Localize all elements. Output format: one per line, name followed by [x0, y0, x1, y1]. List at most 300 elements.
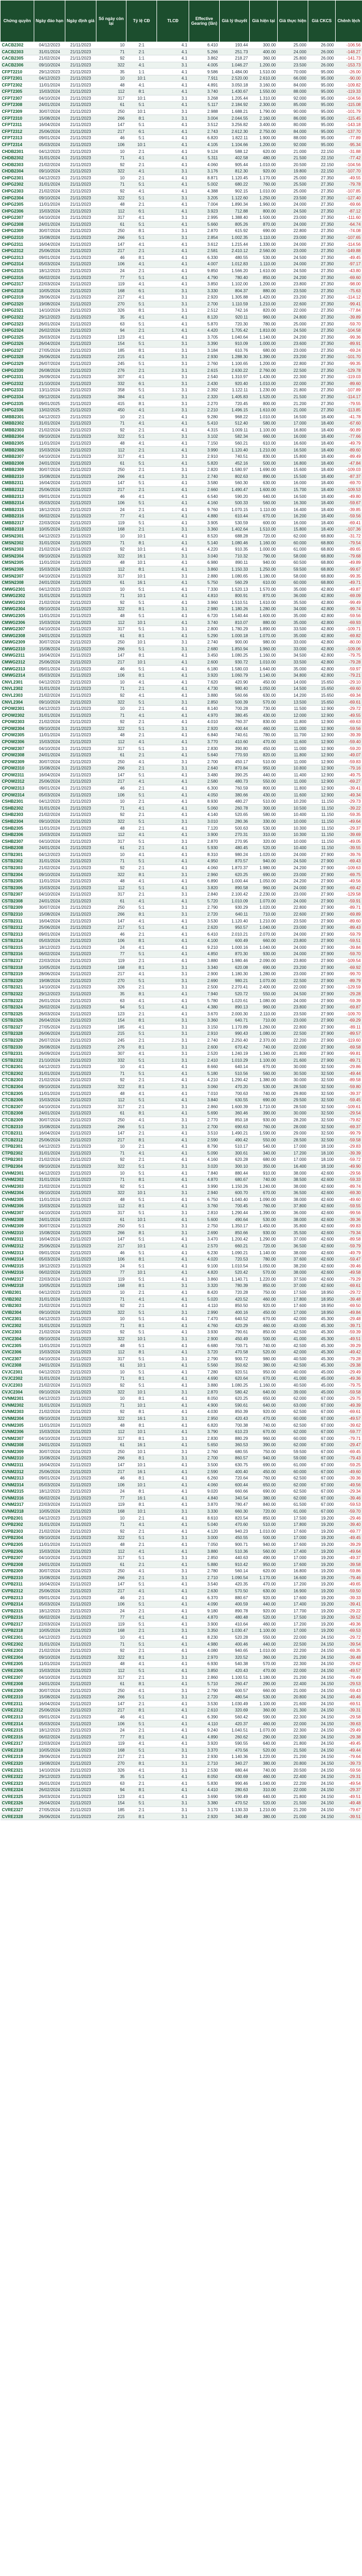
warrant-code-cell[interactable]: CSTB2314: [1, 938, 34, 945]
table-row[interactable]: [1, 1741, 362, 1747]
table-row[interactable]: [1, 1780, 362, 1787]
table-row[interactable]: [1, 400, 362, 407]
table-row[interactable]: [1, 1594, 362, 1601]
table-row[interactable]: [1, 1110, 362, 1117]
warrant-code-cell[interactable]: CSTB2301: [1, 851, 34, 858]
table-row[interactable]: [1, 42, 362, 49]
warrant-code-cell[interactable]: CVRE2312: [1, 1707, 34, 1714]
table-row[interactable]: [1, 1634, 362, 1641]
table-row[interactable]: [1, 215, 362, 222]
warrant-code-cell[interactable]: CSTB2310: [1, 911, 34, 918]
warrant-code-cell[interactable]: CVNM2317: [1, 1502, 34, 1508]
warrant-code-cell[interactable]: CSTB2329: [1, 1037, 34, 1044]
warrant-code-cell[interactable]: CFPT2311: [1, 121, 34, 128]
col-header-maturity[interactable]: Ngày đáo hạn: [34, 1, 65, 42]
table-row[interactable]: [1, 1441, 362, 1448]
warrant-code-cell[interactable]: CVIC2302: [1, 1322, 34, 1329]
table-row[interactable]: [1, 606, 362, 613]
warrant-code-cell[interactable]: CVRE2306: [1, 1667, 34, 1674]
warrant-code-cell[interactable]: CHPG2320: [1, 301, 34, 307]
warrant-code-cell[interactable]: CVPB2310: [1, 1574, 34, 1581]
table-row[interactable]: [1, 1004, 362, 1011]
table-row[interactable]: [1, 1322, 362, 1329]
warrant-code-cell[interactable]: CVPB2318: [1, 1628, 34, 1635]
table-row[interactable]: [1, 851, 362, 858]
warrant-code-cell[interactable]: CVHM2318: [1, 1283, 34, 1290]
table-row[interactable]: [1, 891, 362, 898]
warrant-code-cell[interactable]: CVRE2304: [1, 1654, 34, 1661]
warrant-code-cell[interactable]: CHPG2334: [1, 393, 34, 400]
table-row[interactable]: [1, 579, 362, 586]
warrant-code-cell[interactable]: CVHM2312: [1, 1243, 34, 1249]
warrant-code-cell[interactable]: CHPG2331: [1, 373, 34, 380]
warrant-code-cell[interactable]: CMBB2318: [1, 526, 34, 533]
warrant-code-cell[interactable]: CPOW2307: [1, 745, 34, 752]
warrant-code-cell[interactable]: CVNM2306: [1, 1428, 34, 1435]
warrant-code-cell[interactable]: CVHM2314: [1, 1256, 34, 1263]
table-row[interactable]: [1, 49, 362, 55]
table-row[interactable]: [1, 718, 362, 725]
table-row[interactable]: [1, 407, 362, 414]
col-header-days-left[interactable]: Số ngày còn lại: [96, 1, 126, 42]
table-row[interactable]: [1, 1157, 362, 1164]
table-row[interactable]: [1, 924, 362, 931]
table-row[interactable]: [1, 1674, 362, 1681]
warrant-code-cell[interactable]: CPOW2305: [1, 732, 34, 739]
warrant-code-cell[interactable]: CHPG2309: [1, 228, 34, 235]
warrant-code-cell[interactable]: CVRE2305: [1, 1661, 34, 1668]
table-row[interactable]: [1, 878, 362, 885]
warrant-code-cell[interactable]: CHPG2332: [1, 380, 34, 387]
table-row[interactable]: [1, 1667, 362, 1674]
table-row[interactable]: [1, 1137, 362, 1143]
table-row[interactable]: [1, 1747, 362, 1754]
table-row[interactable]: [1, 1070, 362, 1077]
table-row[interactable]: [1, 1694, 362, 1700]
warrant-code-cell[interactable]: CVHM2301: [1, 1170, 34, 1177]
warrant-code-cell[interactable]: CVHM2307: [1, 1209, 34, 1216]
table-row[interactable]: [1, 918, 362, 925]
table-row[interactable]: [1, 1628, 362, 1635]
warrant-code-cell[interactable]: CVRE2319: [1, 1754, 34, 1761]
warrant-code-cell[interactable]: CMSN2301: [1, 533, 34, 540]
table-row[interactable]: [1, 234, 362, 241]
table-row[interactable]: [1, 1700, 362, 1707]
warrant-code-cell[interactable]: CPOW2303: [1, 718, 34, 725]
table-row[interactable]: [1, 155, 362, 161]
warrant-code-cell[interactable]: CVPB2308: [1, 1561, 34, 1568]
table-row[interactable]: [1, 1362, 362, 1369]
warrant-code-cell[interactable]: CMBB2305: [1, 440, 34, 447]
table-row[interactable]: [1, 725, 362, 732]
table-row[interactable]: [1, 1727, 362, 1734]
warrant-code-cell[interactable]: CSHB2306: [1, 831, 34, 838]
warrant-code-cell[interactable]: CMBB2312: [1, 486, 34, 493]
warrant-code-cell[interactable]: CSTB2320: [1, 977, 34, 984]
table-row[interactable]: [1, 592, 362, 599]
table-row[interactable]: [1, 540, 362, 546]
table-row[interactable]: [1, 1548, 362, 1555]
warrant-code-cell[interactable]: CVHM2305: [1, 1196, 34, 1203]
table-row[interactable]: [1, 666, 362, 672]
warrant-code-cell[interactable]: CFPT2312: [1, 128, 34, 135]
warrant-code-cell[interactable]: CHPG2327: [1, 347, 34, 354]
warrant-code-cell[interactable]: CVIB2304: [1, 1309, 34, 1316]
table-row[interactable]: [1, 1203, 362, 1210]
table-row[interactable]: [1, 108, 362, 115]
table-row[interactable]: [1, 440, 362, 447]
table-row[interactable]: [1, 1773, 362, 1780]
warrant-code-cell[interactable]: CVRE2323: [1, 1780, 34, 1787]
warrant-code-cell[interactable]: CMBB2306: [1, 447, 34, 454]
warrant-code-cell[interactable]: CVRE2310: [1, 1694, 34, 1700]
table-row[interactable]: [1, 1422, 362, 1429]
table-row[interactable]: [1, 168, 362, 175]
warrant-code-cell[interactable]: CMWG2308: [1, 632, 34, 639]
warrant-code-cell[interactable]: CVNM2311: [1, 1462, 34, 1468]
table-row[interactable]: [1, 460, 362, 467]
warrant-code-cell[interactable]: CVNM2305: [1, 1422, 34, 1429]
table-row[interactable]: [1, 1734, 362, 1741]
warrant-code-cell[interactable]: CHPG2336: [1, 407, 34, 414]
warrant-code-cell[interactable]: CHPG2335: [1, 400, 34, 407]
warrant-code-cell[interactable]: CHPG2324: [1, 327, 34, 334]
warrant-code-cell[interactable]: CVHM2316: [1, 1269, 34, 1276]
table-row[interactable]: [1, 274, 362, 281]
warrant-code-cell[interactable]: CVNM2303: [1, 1409, 34, 1416]
table-row[interactable]: [1, 1249, 362, 1256]
table-row[interactable]: [1, 1183, 362, 1190]
table-row[interactable]: [1, 838, 362, 845]
warrant-code-cell[interactable]: CSTB2304: [1, 871, 34, 878]
table-row[interactable]: [1, 1535, 362, 1542]
warrant-code-cell[interactable]: CHDB2301: [1, 148, 34, 155]
table-row[interactable]: [1, 1647, 362, 1654]
table-row[interactable]: [1, 513, 362, 520]
warrant-code-cell[interactable]: CVPB2315: [1, 1608, 34, 1614]
warrant-code-cell[interactable]: CMBB2308: [1, 460, 34, 467]
warrant-code-cell[interactable]: CPOW2308: [1, 752, 34, 758]
table-row[interactable]: [1, 1229, 362, 1236]
warrant-code-cell[interactable]: CACB2303: [1, 49, 34, 55]
warrant-code-cell[interactable]: CHPG2306: [1, 208, 34, 215]
warrant-code-cell[interactable]: CVRE2321: [1, 1767, 34, 1774]
table-row[interactable]: [1, 1541, 362, 1548]
table-row[interactable]: [1, 1196, 362, 1203]
warrant-code-cell[interactable]: CMWG2311: [1, 652, 34, 659]
table-row[interactable]: [1, 307, 362, 314]
table-row[interactable]: [1, 818, 362, 825]
table-row[interactable]: [1, 1508, 362, 1515]
table-row[interactable]: [1, 480, 362, 487]
table-row[interactable]: [1, 1554, 362, 1561]
warrant-code-cell[interactable]: CTCB2312: [1, 1137, 34, 1143]
warrant-code-cell[interactable]: CSTB2303: [1, 864, 34, 871]
warrant-code-cell[interactable]: CVRE2324: [1, 1787, 34, 1794]
table-row[interactable]: [1, 393, 362, 400]
warrant-code-cell[interactable]: CSTB2308: [1, 898, 34, 905]
warrant-code-cell[interactable]: CSTB2321: [1, 984, 34, 991]
table-row[interactable]: [1, 341, 362, 348]
table-row[interactable]: [1, 1050, 362, 1057]
warrant-code-cell[interactable]: CVPB2312: [1, 1588, 34, 1594]
table-row[interactable]: [1, 1680, 362, 1687]
table-row[interactable]: [1, 553, 362, 560]
table-row[interactable]: [1, 1515, 362, 1522]
table-row[interactable]: [1, 301, 362, 307]
table-row[interactable]: [1, 1402, 362, 1409]
table-row[interactable]: [1, 546, 362, 553]
warrant-code-cell[interactable]: CSTB2311: [1, 918, 34, 925]
warrant-code-cell[interactable]: CSTB2315: [1, 944, 34, 951]
warrant-code-cell[interactable]: CPOW2313: [1, 785, 34, 792]
warrant-code-cell[interactable]: CVRE2309: [1, 1687, 34, 1694]
table-row[interactable]: [1, 221, 362, 228]
table-row[interactable]: [1, 1488, 362, 1495]
warrant-code-cell[interactable]: CSHB2304: [1, 818, 34, 825]
table-row[interactable]: [1, 758, 362, 765]
table-row[interactable]: [1, 447, 362, 454]
warrant-code-cell[interactable]: CMBB2314: [1, 499, 34, 506]
warrant-code-cell[interactable]: CTCB2307: [1, 1103, 34, 1110]
warrant-code-cell[interactable]: CHPG2318: [1, 287, 34, 294]
warrant-code-cell[interactable]: CVIC2304: [1, 1335, 34, 1342]
table-row[interactable]: [1, 957, 362, 964]
col-header-tlcd[interactable]: TLCĐ: [157, 1, 189, 42]
table-row[interactable]: [1, 991, 362, 997]
table-row[interactable]: [1, 1283, 362, 1290]
warrant-code-cell[interactable]: CSHB2307: [1, 838, 34, 845]
warrant-code-cell[interactable]: CNVL2302: [1, 686, 34, 693]
warrant-code-cell[interactable]: CVNM2314: [1, 1482, 34, 1488]
table-row[interactable]: [1, 699, 362, 706]
table-row[interactable]: [1, 506, 362, 513]
warrant-code-cell[interactable]: CSTB2326: [1, 1017, 34, 1024]
warrant-code-cell[interactable]: CVHM2313: [1, 1249, 34, 1256]
table-row[interactable]: [1, 560, 362, 566]
table-row[interactable]: [1, 752, 362, 758]
table-row[interactable]: [1, 1528, 362, 1535]
warrant-code-cell[interactable]: CVPB2316: [1, 1614, 34, 1621]
table-row[interactable]: [1, 1389, 362, 1396]
table-row[interactable]: [1, 1130, 362, 1137]
table-row[interactable]: [1, 1269, 362, 1276]
warrant-code-cell[interactable]: CMWG2309: [1, 639, 34, 646]
table-row[interactable]: [1, 499, 362, 506]
table-row[interactable]: [1, 1044, 362, 1051]
warrant-code-cell[interactable]: CSTB2328: [1, 1031, 34, 1037]
warrant-code-cell[interactable]: CMBB2302: [1, 420, 34, 427]
warrant-code-cell[interactable]: CVRE2316: [1, 1734, 34, 1741]
warrant-code-cell[interactable]: CVHM2317: [1, 1276, 34, 1283]
table-row[interactable]: [1, 1296, 362, 1303]
table-row[interactable]: [1, 1335, 362, 1342]
warrant-code-cell[interactable]: CHDB2302: [1, 155, 34, 161]
warrant-code-cell[interactable]: CMBB2307: [1, 453, 34, 460]
table-row[interactable]: [1, 1057, 362, 1064]
table-row[interactable]: [1, 1800, 362, 1807]
table-row[interactable]: [1, 135, 362, 142]
table-row[interactable]: [1, 387, 362, 394]
warrant-code-cell[interactable]: CVRE2322: [1, 1773, 34, 1780]
warrant-code-cell[interactable]: CHPG2315: [1, 267, 34, 274]
warrant-code-cell[interactable]: CHDB2304: [1, 168, 34, 175]
warrant-code-cell[interactable]: CSHB2308: [1, 844, 34, 851]
warrant-code-cell[interactable]: CVPB2304: [1, 1535, 34, 1542]
table-row[interactable]: [1, 997, 362, 1004]
table-row[interactable]: [1, 1462, 362, 1468]
warrant-code-cell[interactable]: CACB2305: [1, 55, 34, 62]
table-row[interactable]: [1, 526, 362, 533]
col-header-strike-price[interactable]: Giá thực hiện: [278, 1, 308, 42]
table-row[interactable]: [1, 1574, 362, 1581]
warrant-code-cell[interactable]: CVRE2326: [1, 1800, 34, 1807]
table-row[interactable]: [1, 247, 362, 254]
table-row[interactable]: [1, 453, 362, 460]
table-row[interactable]: [1, 599, 362, 606]
warrant-code-cell[interactable]: CTCB2308: [1, 1110, 34, 1117]
warrant-code-cell[interactable]: CVNM2310: [1, 1455, 34, 1462]
warrant-code-cell[interactable]: CPOW2310: [1, 765, 34, 772]
table-row[interactable]: [1, 1581, 362, 1588]
warrant-code-cell[interactable]: CVRE2325: [1, 1793, 34, 1800]
warrant-code-cell[interactable]: CHPG2322: [1, 314, 34, 321]
warrant-code-cell[interactable]: CHPG2304: [1, 195, 34, 201]
warrant-code-cell[interactable]: CVIC2306: [1, 1349, 34, 1356]
warrant-code-cell[interactable]: CFPT2302: [1, 82, 34, 89]
table-row[interactable]: [1, 420, 362, 427]
warrant-code-cell[interactable]: CVRE2314: [1, 1720, 34, 1727]
warrant-code-cell[interactable]: CSTB2312: [1, 924, 34, 931]
table-row[interactable]: [1, 905, 362, 911]
warrant-code-cell[interactable]: CMWG2314: [1, 672, 34, 679]
table-row[interactable]: [1, 95, 362, 102]
warrant-code-cell[interactable]: CTPB2302: [1, 1150, 34, 1157]
warrant-code-cell[interactable]: CHPG2321: [1, 307, 34, 314]
warrant-code-cell[interactable]: CMSN2307: [1, 573, 34, 580]
table-row[interactable]: [1, 1302, 362, 1309]
warrant-code-cell[interactable]: CVRE2311: [1, 1700, 34, 1707]
table-row[interactable]: [1, 373, 362, 380]
table-row[interactable]: [1, 1415, 362, 1422]
table-row[interactable]: [1, 712, 362, 719]
warrant-code-cell[interactable]: CHPG2305: [1, 201, 34, 208]
warrant-code-cell[interactable]: CVPB2314: [1, 1601, 34, 1608]
warrant-code-cell[interactable]: CFPT2308: [1, 102, 34, 109]
warrant-code-cell[interactable]: CFPT2305: [1, 89, 34, 95]
warrant-code-cell[interactable]: CTCB2306: [1, 1097, 34, 1103]
table-row[interactable]: [1, 798, 362, 805]
table-row[interactable]: [1, 1435, 362, 1442]
table-row[interactable]: [1, 75, 362, 82]
table-row[interactable]: [1, 228, 362, 235]
warrant-code-cell[interactable]: CVIC2307: [1, 1356, 34, 1362]
table-row[interactable]: [1, 161, 362, 168]
table-row[interactable]: [1, 1011, 362, 1017]
warrant-code-cell[interactable]: CVRE2307: [1, 1674, 34, 1681]
table-row[interactable]: [1, 1760, 362, 1767]
table-row[interactable]: [1, 533, 362, 540]
warrant-code-cell[interactable]: CVPB2305: [1, 1541, 34, 1548]
warrant-code-cell[interactable]: CHPG2333: [1, 387, 34, 394]
table-row[interactable]: [1, 778, 362, 785]
table-row[interactable]: [1, 281, 362, 287]
col-header-theoretical-price[interactable]: Giá lý thuyết: [220, 1, 250, 42]
warrant-code-cell[interactable]: CVNM2304: [1, 1415, 34, 1422]
warrant-code-cell[interactable]: CMWG2304: [1, 606, 34, 613]
warrant-code-cell[interactable]: CVHM2309: [1, 1223, 34, 1229]
warrant-code-cell[interactable]: CTPB2304: [1, 1163, 34, 1170]
warrant-code-cell[interactable]: CVIC2301: [1, 1316, 34, 1323]
table-row[interactable]: [1, 267, 362, 274]
warrant-code-cell[interactable]: CVRE2327: [1, 1806, 34, 1813]
warrant-code-cell[interactable]: CSTB2302: [1, 858, 34, 865]
table-row[interactable]: [1, 1017, 362, 1024]
warrant-code-cell[interactable]: CVIB2301: [1, 1289, 34, 1296]
warrant-code-cell[interactable]: CVRE2315: [1, 1727, 34, 1734]
warrant-code-cell[interactable]: CMWG2306: [1, 619, 34, 626]
warrant-code-cell[interactable]: CHDB2303: [1, 161, 34, 168]
warrant-code-cell[interactable]: CVPB2302: [1, 1521, 34, 1528]
table-row[interactable]: [1, 1243, 362, 1249]
warrant-code-cell[interactable]: CMSN2306: [1, 566, 34, 573]
warrant-code-cell[interactable]: CTCB2310: [1, 1123, 34, 1130]
table-row[interactable]: [1, 1561, 362, 1568]
warrant-code-cell[interactable]: CSTB2330: [1, 1044, 34, 1051]
table-row[interactable]: [1, 639, 362, 646]
warrant-code-cell[interactable]: CMWG2310: [1, 646, 34, 652]
warrant-code-cell[interactable]: CSTB2307: [1, 891, 34, 898]
table-row[interactable]: [1, 1349, 362, 1356]
table-row[interactable]: [1, 772, 362, 778]
warrant-code-cell[interactable]: CVHM2311: [1, 1236, 34, 1243]
table-row[interactable]: [1, 951, 362, 958]
warrant-code-cell[interactable]: CHPG2316: [1, 274, 34, 281]
table-row[interactable]: [1, 102, 362, 109]
warrant-code-cell[interactable]: CHPG2313: [1, 254, 34, 261]
table-row[interactable]: [1, 520, 362, 526]
warrant-code-cell[interactable]: CSTB2325: [1, 1011, 34, 1017]
warrant-code-cell[interactable]: CVNM2315: [1, 1488, 34, 1495]
warrant-code-cell[interactable]: CMBB2303: [1, 427, 34, 434]
warrant-code-cell[interactable]: CMBB2311: [1, 480, 34, 487]
table-row[interactable]: [1, 327, 362, 334]
warrant-code-cell[interactable]: CHPG2329: [1, 360, 34, 367]
warrant-code-cell[interactable]: CTCB2301: [1, 1064, 34, 1071]
warrant-code-cell[interactable]: CVNM2313: [1, 1475, 34, 1482]
table-row[interactable]: [1, 1601, 362, 1608]
table-row[interactable]: [1, 1170, 362, 1177]
table-row[interactable]: [1, 632, 362, 639]
table-row[interactable]: [1, 367, 362, 374]
table-row[interactable]: [1, 1455, 362, 1462]
table-row[interactable]: [1, 1468, 362, 1475]
table-row[interactable]: [1, 785, 362, 792]
table-row[interactable]: [1, 977, 362, 984]
warrant-code-cell[interactable]: CHPG2319: [1, 294, 34, 301]
table-row[interactable]: [1, 1568, 362, 1574]
warrant-code-cell[interactable]: CSTB2309: [1, 905, 34, 911]
warrant-code-cell[interactable]: CPOW2302: [1, 712, 34, 719]
table-row[interactable]: [1, 1621, 362, 1628]
table-row[interactable]: [1, 1342, 362, 1349]
table-row[interactable]: [1, 1163, 362, 1170]
table-row[interactable]: [1, 261, 362, 268]
table-row[interactable]: [1, 1256, 362, 1263]
table-row[interactable]: [1, 864, 362, 871]
table-row[interactable]: [1, 1754, 362, 1761]
warrant-code-cell[interactable]: CVHM2310: [1, 1229, 34, 1236]
